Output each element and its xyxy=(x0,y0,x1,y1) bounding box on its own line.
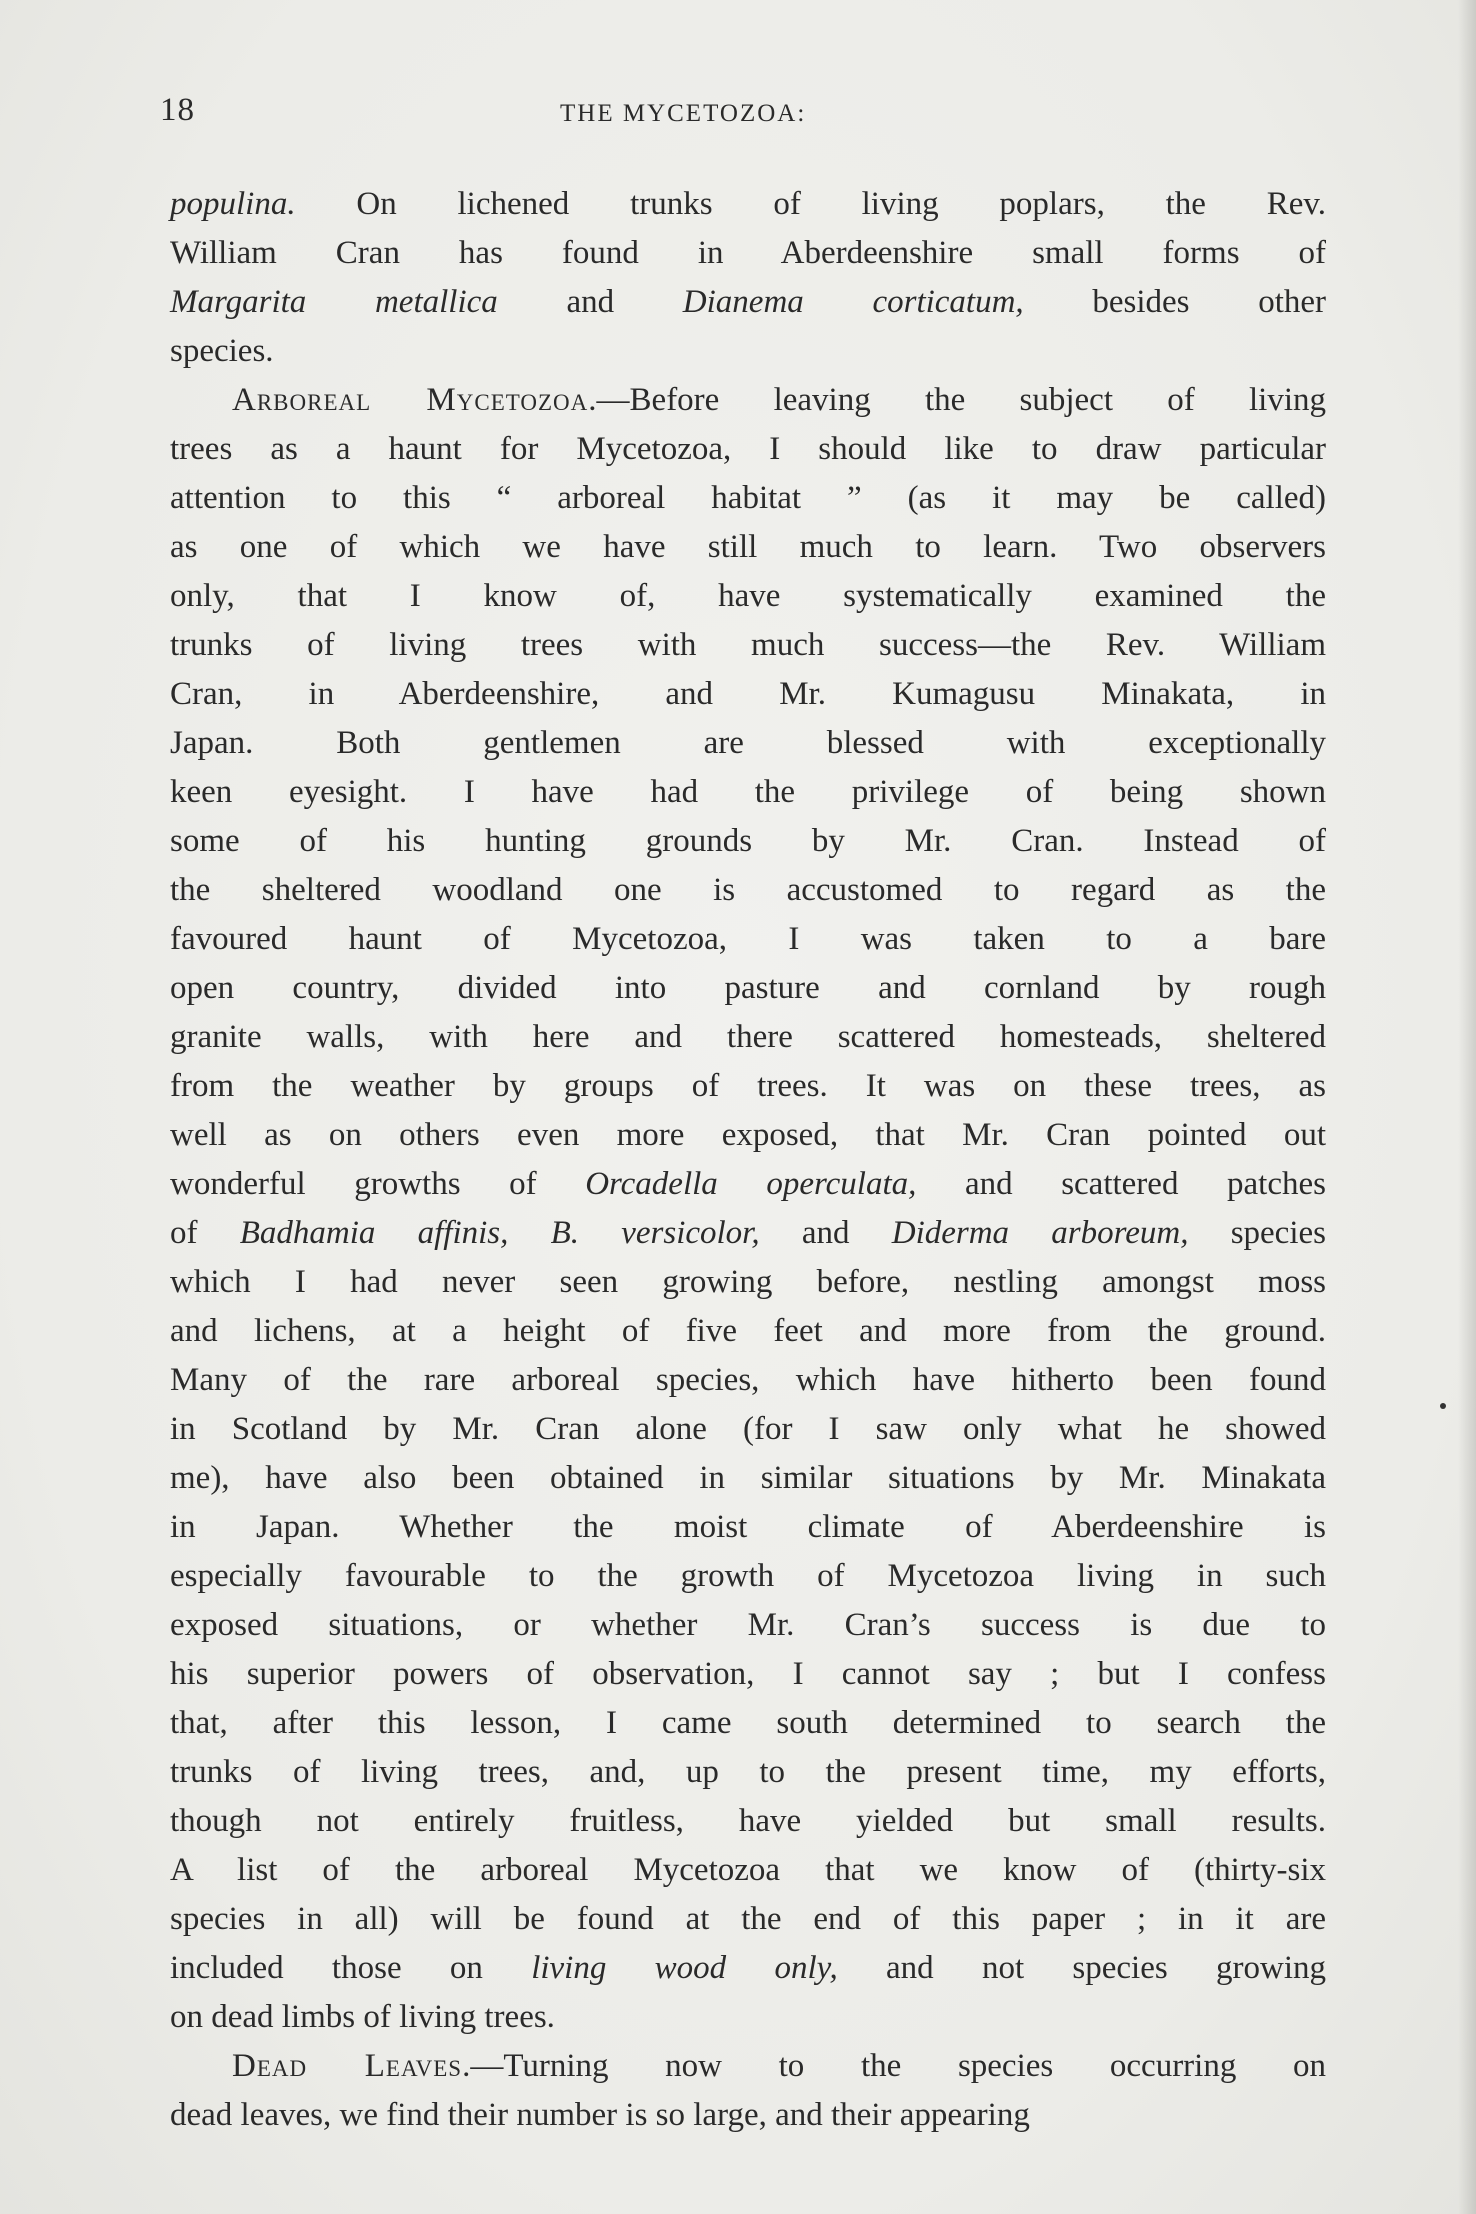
text-line xyxy=(170,964,1326,1013)
text-line xyxy=(170,1160,1326,1209)
text-line xyxy=(170,474,1326,523)
running-head: THE MYCETOZOA: xyxy=(560,100,807,127)
text-line xyxy=(170,1993,1326,2042)
section-heading: Dead Leaves xyxy=(232,2048,463,2084)
text-run: and xyxy=(497,284,683,320)
text-run: open country, divided into pasture and cornland by rough xyxy=(170,970,1326,1006)
text-line xyxy=(170,278,1326,327)
text-run: Many of the rare arboreal species, which have hitherto been found xyxy=(170,1362,1326,1398)
text-line xyxy=(170,2091,1326,2140)
text-run: only, that I know of, have systematically examined the xyxy=(170,578,1326,614)
text-run: in Japan. Whether the moist climate of Aberdeenshire is xyxy=(170,1509,1326,1545)
text-run: which I had never seen growing before, nestling amongst moss xyxy=(170,1264,1326,1300)
text-line xyxy=(170,621,1326,670)
text-line xyxy=(170,915,1326,964)
page-edge-shadow xyxy=(1458,0,1476,2214)
italic-text: living wood only, xyxy=(531,1950,838,1986)
text-line xyxy=(170,1650,1326,1699)
text-line xyxy=(170,523,1326,572)
text-line xyxy=(170,1111,1326,1160)
text-line xyxy=(170,1601,1326,1650)
text-run: .—Turning now to the species occurring on xyxy=(462,2048,1326,2084)
italic-text: Margarita metallica xyxy=(170,284,498,320)
text-run: in Scotland by Mr. Cran alone (for I saw only what he showed xyxy=(170,1411,1326,1447)
text-run: Cran, in Aberdeenshire, and Mr. Kumagusu Minakata, in xyxy=(170,676,1326,712)
section-heading: Arboreal Mycetozoa xyxy=(232,382,589,418)
text-run: the sheltered woodland one is accustomed to regard as the xyxy=(170,872,1326,908)
text-line xyxy=(170,425,1326,474)
text-line xyxy=(170,229,1326,278)
text-run: trunks of living trees with much success—the Rev. William xyxy=(170,627,1326,663)
italic-text: populina. xyxy=(170,186,296,222)
italic-text: Diderma arboreum, xyxy=(891,1215,1189,1251)
text-run: of xyxy=(170,1215,240,1251)
text-line xyxy=(170,1944,1326,1993)
text-run: besides other xyxy=(1023,284,1327,320)
text-run: keen eyesight. I have had the privilege of being shown xyxy=(170,774,1326,810)
text-line xyxy=(170,1699,1326,1748)
text-line xyxy=(170,719,1326,768)
text-run: exposed situations, or whether Mr. Cran’s success is due to xyxy=(170,1607,1326,1643)
text-run: trunks of living trees, and, up to the present time, my efforts, xyxy=(170,1754,1326,1790)
text-line xyxy=(170,1846,1326,1895)
text-run: on dead limbs of living trees. xyxy=(170,1999,555,2035)
text-run: that, after this lesson, I came south determined to search the xyxy=(170,1705,1326,1741)
text-run: favoured haunt of Mycetozoa, I was taken to a bare xyxy=(170,921,1326,957)
text-run: especially favourable to the growth of Mycetozoa living in such xyxy=(170,1558,1326,1594)
text-line xyxy=(170,768,1326,817)
text-run: A list of the arboreal Mycetozoa that we know of (thirty-six xyxy=(170,1852,1326,1888)
text-run: species. xyxy=(170,333,274,369)
italic-text: Badhamia affinis, B. versicolor, xyxy=(239,1215,760,1251)
text-run: and xyxy=(759,1215,892,1251)
text-run: William Cran has found in Aberdeenshire small forms of xyxy=(170,235,1326,271)
text-run: trees as a haunt for Mycetozoa, I should like to draw particular xyxy=(170,431,1326,467)
page-header xyxy=(160,92,1320,132)
text-run: .—Before leaving the subject of living xyxy=(588,382,1326,418)
text-line xyxy=(170,817,1326,866)
text-run: species in all) will be found at the end of this paper ; in it are xyxy=(170,1901,1326,1937)
text-run: from the weather by groups of trees. It was on these trees, as xyxy=(170,1068,1326,1104)
text-line xyxy=(170,1552,1326,1601)
text-run: his superior powers of observation, I cannot say ; but I confess xyxy=(170,1656,1326,1692)
text-line xyxy=(170,572,1326,621)
text-line xyxy=(170,1797,1326,1846)
text-line xyxy=(170,1895,1326,1944)
text-line xyxy=(170,670,1326,719)
text-line xyxy=(170,180,1326,229)
text-line xyxy=(170,1209,1326,1258)
text-run: and scattered patches xyxy=(916,1166,1326,1202)
text-run: some of his hunting grounds by Mr. Cran. Instead of xyxy=(170,823,1326,859)
text-line xyxy=(170,1356,1326,1405)
text-run: Japan. Both gentlemen are blessed with exceptionally xyxy=(170,725,1326,761)
text-run: and lichens, at a height of five feet and more from the ground. xyxy=(170,1313,1326,1349)
text-line xyxy=(170,866,1326,915)
text-run: me), have also been obtained in similar situations by Mr. Minakata xyxy=(170,1460,1326,1496)
body-text xyxy=(170,180,1326,2140)
italic-text: Dianema corticatum, xyxy=(682,284,1024,320)
text-line xyxy=(170,327,1326,376)
text-run: granite walls, with here and there scattered homesteads, sheltered xyxy=(170,1019,1326,1055)
text-run: though not entirely fruitless, have yielded but small results. xyxy=(170,1803,1326,1839)
text-line xyxy=(170,1258,1326,1307)
text-run: species xyxy=(1188,1215,1326,1251)
text-run: and not species growing xyxy=(837,1950,1326,1986)
text-run: as one of which we have still much to learn. Two observers xyxy=(170,529,1326,565)
text-line xyxy=(170,376,1326,425)
text-line xyxy=(170,1062,1326,1111)
text-line xyxy=(170,1454,1326,1503)
text-line xyxy=(170,1013,1326,1062)
text-run: dead leaves, we find their number is so large, and their appearing xyxy=(170,2097,1030,2133)
text-line xyxy=(170,1748,1326,1797)
text-run: On lichened trunks of living poplars, the Rev. xyxy=(295,186,1326,222)
text-run: attention to this “ arboreal habitat ” (as it may be called) xyxy=(170,480,1326,516)
text-run: well as on others even more exposed, that Mr. Cran pointed out xyxy=(170,1117,1326,1153)
italic-text: Orcadella operculata, xyxy=(585,1166,917,1202)
text-line xyxy=(170,1307,1326,1356)
page-number: 18 xyxy=(160,92,195,128)
text-line xyxy=(170,2042,1326,2091)
ink-speck xyxy=(1440,1403,1446,1409)
text-run: included those on xyxy=(170,1950,532,1986)
text-line xyxy=(170,1405,1326,1454)
text-line xyxy=(170,1503,1326,1552)
text-run: wonderful growths of xyxy=(170,1166,586,1202)
